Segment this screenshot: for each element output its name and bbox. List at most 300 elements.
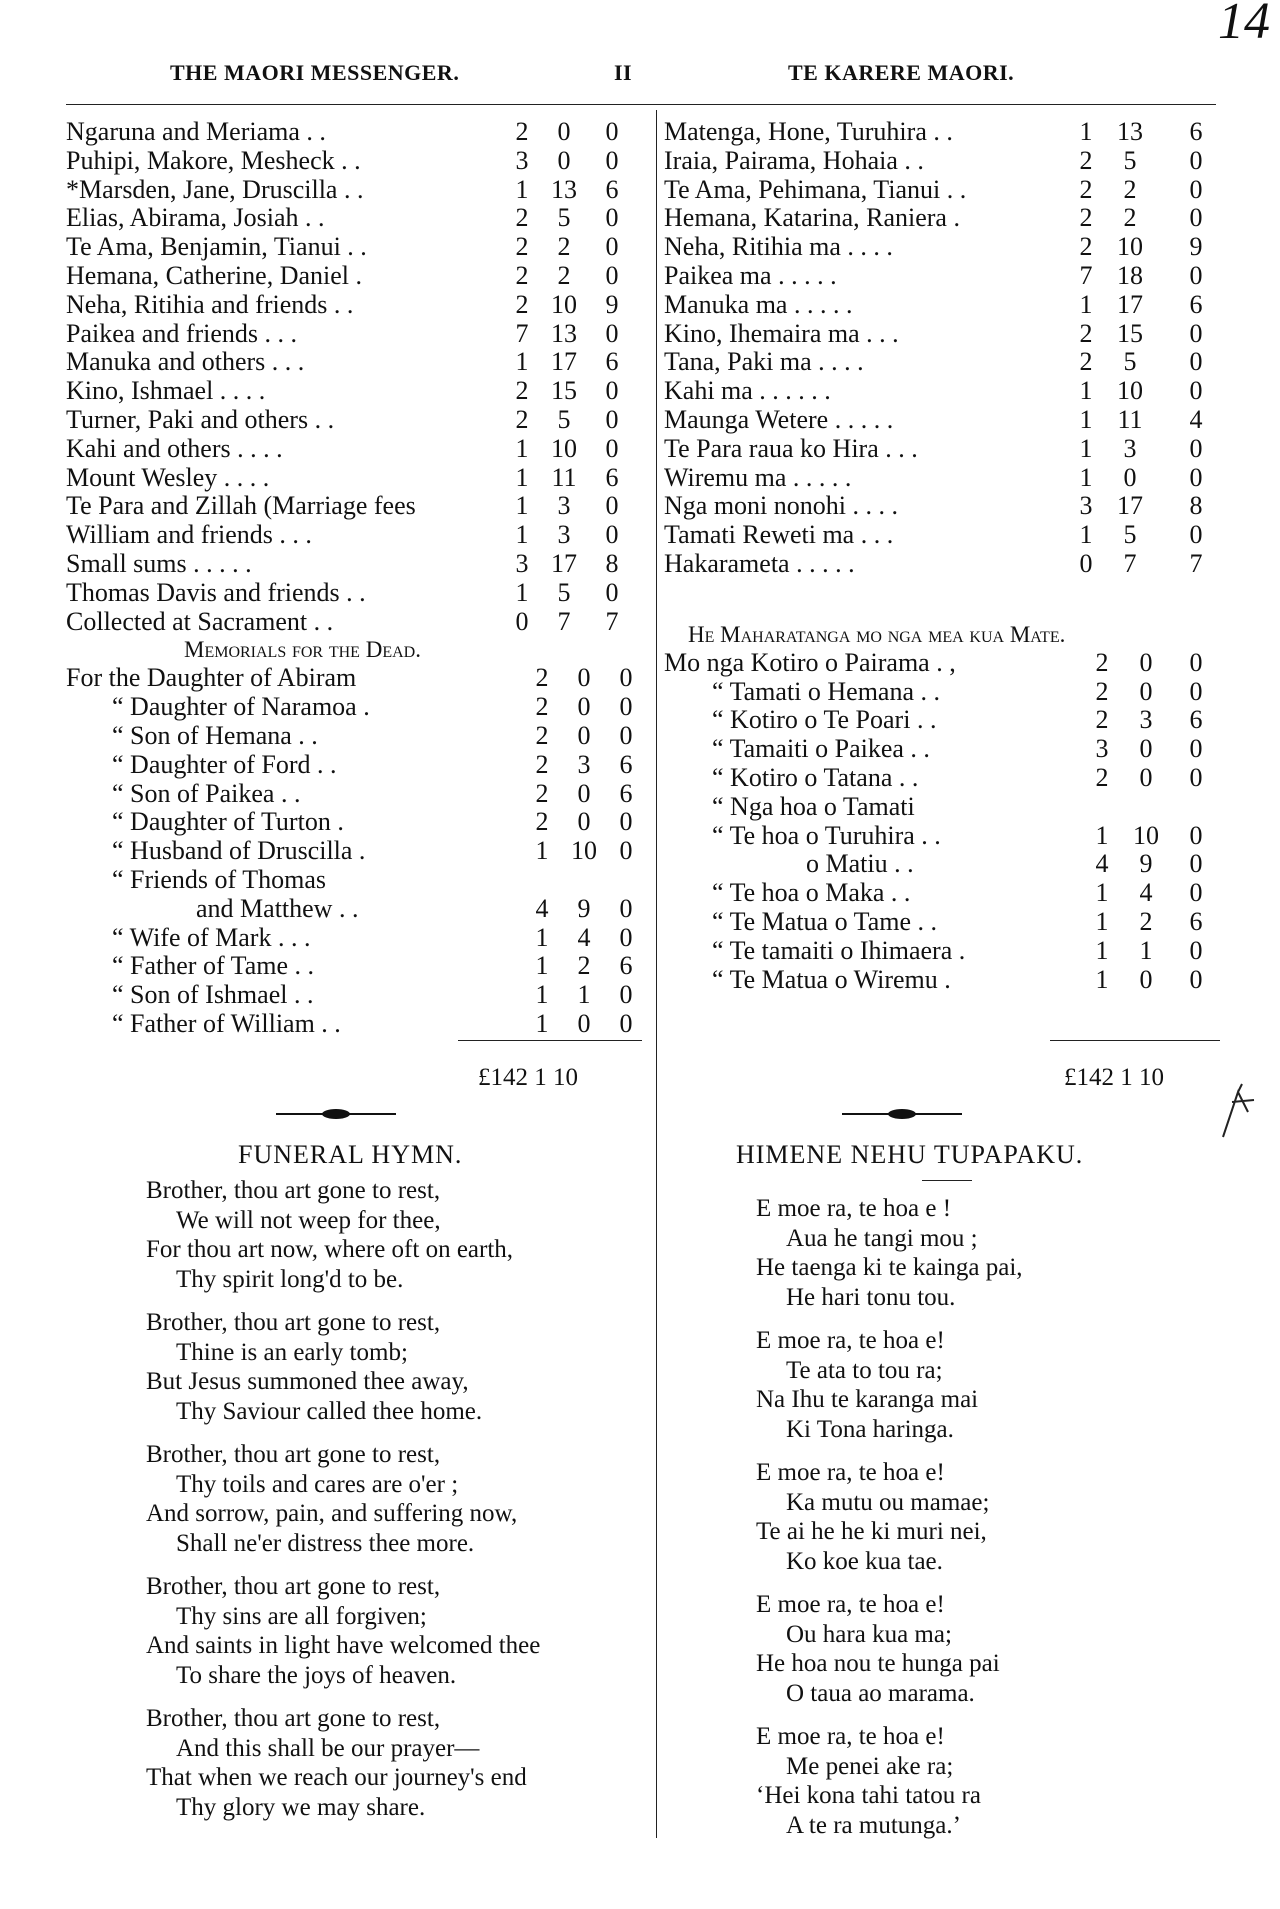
amount-pounds: 1 <box>1079 462 1093 492</box>
hymn-line: Ka mutu ou mamae; <box>786 1488 990 1516</box>
amount-pence: 6 <box>1189 117 1203 146</box>
amount-shillings: 15 <box>1117 318 1143 348</box>
entry-name: Paikea and friends . . . <box>66 318 298 348</box>
amount-pounds: 2 <box>535 663 549 693</box>
amount-pounds: 2 <box>515 260 529 290</box>
hymn-stanza <box>146 1572 646 1690</box>
subscription-row <box>66 147 652 176</box>
amount-shillings: 2 <box>1123 174 1137 204</box>
amount-shillings: 10 <box>1117 376 1143 406</box>
hymn-stanza <box>146 1176 646 1294</box>
subscription-row <box>664 204 1224 233</box>
subscription-row <box>66 348 652 377</box>
entry-name: Mo nga Kotiro o Pairama . , <box>664 647 956 677</box>
hymn-line: Brother, thou art gone to rest, <box>146 1573 441 1600</box>
subscription-row <box>66 406 652 435</box>
hymn-line: Thy sins are all forgiven; <box>176 1602 427 1630</box>
hymn-line: Thy Saviour called thee home. <box>176 1397 483 1425</box>
amount-pence: 0 <box>1189 174 1203 204</box>
amount-shillings: 5 <box>1123 145 1137 175</box>
memorial-row <box>664 937 1224 966</box>
amount-shillings: 3 <box>1123 433 1137 463</box>
subscription-row <box>664 147 1224 176</box>
amount-pence: 6 <box>605 174 619 204</box>
hymn-title-maori: HIMENE NEHU TUPAPAKU. <box>736 1140 1084 1169</box>
subscription-row <box>664 262 1224 291</box>
amount-shillings: 0 <box>577 807 591 837</box>
amount-shillings: 0 <box>577 778 591 808</box>
memorial-row <box>66 981 652 1010</box>
memorial-row <box>664 764 1224 793</box>
hymn-line: E moe ra, te hoa e ! <box>756 1195 952 1222</box>
amount-pounds: 2 <box>1095 676 1109 706</box>
entry-name: Thomas Davis and friends . . <box>66 577 366 607</box>
amount-pence: 6 <box>619 951 633 981</box>
memorial-row <box>664 735 1224 764</box>
subscription-row <box>664 435 1224 464</box>
amount-pounds: 1 <box>1095 906 1109 936</box>
amount-shillings: 9 <box>1139 849 1153 879</box>
hymn-line: Thy toils and cares are o'er ; <box>176 1470 459 1498</box>
amount-pence: 6 <box>1189 289 1203 319</box>
entry-name: Hakarameta . . . . . <box>664 548 855 578</box>
amount-pence: 0 <box>1189 964 1203 994</box>
entry-name: “ Son of Ishmael . . <box>112 980 314 1010</box>
entry-name: “ Daughter of Ford . . <box>112 749 337 779</box>
hymn-line: E moe ra, te hoa e! <box>756 1591 945 1618</box>
amount-pounds: 2 <box>1079 203 1093 233</box>
memorial-row <box>66 780 652 809</box>
hymn-line: Te ai he he ki muri nei, <box>756 1518 987 1545</box>
hymn-stanza <box>756 1722 1196 1840</box>
amount-shillings: 10 <box>571 836 597 866</box>
hymn-stanza <box>146 1308 646 1426</box>
entry-name: Tana, Paki ma . . . . <box>664 347 864 377</box>
amount-pounds: 3 <box>515 548 529 578</box>
hymn-line: Brother, thou art gone to rest, <box>146 1309 441 1336</box>
amount-pounds: 2 <box>515 404 529 434</box>
entry-name: Kahi and others . . . . <box>66 433 283 463</box>
entry-name: Te Para and Zillah (Marriage fees <box>66 491 416 521</box>
memorial-row <box>66 751 652 780</box>
amount-pounds: 3 <box>1095 734 1109 764</box>
amount-pounds: 1 <box>535 922 549 952</box>
amount-shillings: 13 <box>551 174 577 204</box>
amount-shillings: 17 <box>551 347 577 377</box>
hymn-line: For thou art now, where oft on earth, <box>146 1236 514 1263</box>
amount-pence: 0 <box>1189 433 1203 463</box>
subscription-row <box>664 320 1224 349</box>
subscription-row <box>66 320 652 349</box>
amount-pounds: 2 <box>1079 318 1093 348</box>
hymn-line: Me penei ake ra; <box>786 1752 954 1780</box>
amount-shillings: 5 <box>557 404 571 434</box>
entry-name: “ Kotiro o Te Poari . . <box>712 705 937 735</box>
hymn-line: He hari tonu tou. <box>786 1283 956 1311</box>
amount-shillings: 0 <box>1139 762 1153 792</box>
hymn-line: Ko koe kua tae. <box>786 1547 943 1575</box>
memorial-row <box>664 822 1224 851</box>
amount-pounds: 2 <box>1079 174 1093 204</box>
amount-pounds: 1 <box>1095 964 1109 994</box>
amount-pounds: 0 <box>1079 548 1093 578</box>
total-rule-english <box>458 1040 642 1041</box>
entry-name: “ Friends of Thomas <box>112 864 326 894</box>
entry-name: “ Son of Paikea . . <box>112 778 301 808</box>
entry-name: “ Daughter of Naramoa . <box>112 692 370 722</box>
amount-shillings: 1 <box>1139 935 1153 965</box>
amount-pence: 0 <box>605 433 619 463</box>
amount-pence: 4 <box>1189 404 1203 434</box>
entry-name: Small sums . . . . . <box>66 548 252 578</box>
entry-name: Puhipi, Makore, Mesheck . . <box>66 145 361 175</box>
amount-pounds: 1 <box>535 951 549 981</box>
memorial-row <box>66 1010 652 1039</box>
amount-pounds: 4 <box>1095 849 1109 879</box>
amount-pounds: 2 <box>535 692 549 722</box>
amount-shillings: 5 <box>1123 347 1137 377</box>
subscription-row <box>664 521 1224 550</box>
header-rule <box>66 104 1216 105</box>
subscription-row <box>66 118 652 147</box>
amount-shillings: 1 <box>577 980 591 1010</box>
amount-shillings: 5 <box>557 203 571 233</box>
amount-pounds: 1 <box>515 433 529 463</box>
subscription-row <box>664 464 1224 493</box>
amount-pounds: 3 <box>515 145 529 175</box>
amount-pence: 0 <box>619 663 633 693</box>
entry-name: Collected at Sacrament . . <box>66 606 334 636</box>
amount-pence: 0 <box>1189 676 1203 706</box>
amount-pence: 0 <box>619 720 633 750</box>
amount-pounds: 2 <box>535 720 549 750</box>
amount-pence: 7 <box>605 606 619 636</box>
hymn-line: He taenga ki te kainga pai, <box>756 1254 1023 1281</box>
entry-name: Manuka ma . . . . . <box>664 289 853 319</box>
amount-shillings: 7 <box>557 606 571 636</box>
total-maori: £142 1 10 <box>1064 1064 1164 1091</box>
amount-pence: 7 <box>1189 548 1203 578</box>
entry-name: Te Para raua ko Hira . . . <box>664 433 918 463</box>
amount-shillings: 0 <box>577 1008 591 1038</box>
amount-shillings: 10 <box>551 433 577 463</box>
entry-name: “ Te Matua o Tame . . <box>712 906 937 936</box>
amount-shillings: 2 <box>577 951 591 981</box>
hymn-line: E moe ra, te hoa e! <box>756 1327 945 1354</box>
right-column <box>664 118 1224 994</box>
amount-pence: 8 <box>605 548 619 578</box>
amount-pence: 0 <box>619 922 633 952</box>
amount-shillings: 10 <box>551 289 577 319</box>
amount-pence: 0 <box>605 376 619 406</box>
amount-pence: 0 <box>1189 647 1203 677</box>
amount-shillings: 7 <box>1123 548 1137 578</box>
amount-shillings: 9 <box>577 893 591 923</box>
hymn-line: ‘Hei kona tahi tatou ra <box>756 1782 981 1809</box>
hymn-stanza <box>756 1326 1196 1444</box>
subscription-row <box>664 348 1224 377</box>
entry-name: “ Te Matua o Wiremu . <box>712 964 951 994</box>
amount-pence: 0 <box>605 117 619 146</box>
hymn-line: A te ra mutunga.’ <box>786 1811 961 1839</box>
memorial-row <box>664 879 1224 908</box>
header-title-maori: TE KARERE MAORI. <box>788 60 1015 85</box>
entry-name: Mount Wesley . . . . <box>66 462 270 492</box>
ink-mark-icon <box>1218 1082 1258 1147</box>
amount-pounds: 2 <box>1079 145 1093 175</box>
hymn-english <box>146 1176 646 1836</box>
entry-name: Kino, Ishmael . . . . <box>66 376 266 406</box>
amount-pence: 0 <box>605 520 619 550</box>
ornament-divider-icon <box>276 1108 396 1120</box>
hymn-line: And saints in light have welcomed thee <box>146 1632 541 1659</box>
amount-pounds: 2 <box>1095 762 1109 792</box>
hymn-stanza <box>756 1590 1196 1708</box>
amount-pence: 0 <box>1189 734 1203 764</box>
subscription-row <box>664 406 1224 435</box>
memorial-row <box>66 808 652 837</box>
amount-pounds: 2 <box>1079 347 1093 377</box>
amount-pounds: 1 <box>1079 117 1093 146</box>
entry-name: Hemana, Katarina, Raniera . <box>664 203 960 233</box>
entry-name: Ngaruna and Meriama . . <box>66 117 326 146</box>
hymn-maori <box>756 1194 1196 1854</box>
subscription-row <box>66 521 652 550</box>
amount-pounds: 2 <box>1079 232 1093 262</box>
amount-pence: 6 <box>1189 705 1203 735</box>
hymn-stanza <box>756 1194 1196 1312</box>
amount-pence: 0 <box>1189 462 1203 492</box>
amount-shillings: 5 <box>1123 520 1137 550</box>
amount-pounds: 7 <box>515 318 529 348</box>
entry-name: Neha, Ritihia ma . . . . <box>664 232 893 262</box>
amount-pounds: 2 <box>535 807 549 837</box>
hymn-line: And this shall be our prayer— <box>176 1734 480 1762</box>
amount-pounds: 1 <box>515 174 529 204</box>
entry-name: “ Tamati o Hemana . . <box>712 676 941 706</box>
hymn-line: We will not weep for thee, <box>176 1206 441 1234</box>
amount-shillings: 0 <box>1139 676 1153 706</box>
entry-name: “ Kotiro o Tatana . . <box>712 762 919 792</box>
entry-name: Paikea ma . . . . . <box>664 260 837 290</box>
entry-name: William and friends . . . <box>66 520 312 550</box>
entry-name: “ Wife of Mark . . . <box>112 922 311 952</box>
amount-shillings: 0 <box>1139 647 1153 677</box>
amount-shillings: 3 <box>557 491 571 521</box>
entry-name: Wiremu ma . . . . . <box>664 462 852 492</box>
amount-pence: 0 <box>1189 520 1203 550</box>
subscription-row <box>664 492 1224 521</box>
amount-pence: 0 <box>1189 347 1203 377</box>
memorials-list-english <box>66 664 652 1038</box>
amount-pounds: 2 <box>535 778 549 808</box>
amount-pence: 0 <box>1189 203 1203 233</box>
entry-name: “ Nga hoa o Tamati <box>712 791 915 821</box>
entry-name: Maunga Wetere . . . . . <box>664 404 894 434</box>
amount-pounds: 1 <box>515 462 529 492</box>
amount-pounds: 1 <box>1095 878 1109 908</box>
entry-name: Hemana, Catherine, Daniel . <box>66 260 362 290</box>
amount-pence: 0 <box>1189 762 1203 792</box>
entry-name: Kino, Ihemaira ma . . . <box>664 318 899 348</box>
amount-pence: 0 <box>605 203 619 233</box>
hymn-line: Aua he tangi mou ; <box>786 1224 978 1252</box>
hymn-line: But Jesus summoned thee away, <box>146 1368 469 1395</box>
amount-pounds: 1 <box>535 836 549 866</box>
entry-name: and Matthew . . <box>196 893 359 923</box>
amount-pounds: 1 <box>515 347 529 377</box>
memorial-row <box>66 664 652 693</box>
amount-pence: 9 <box>1189 232 1203 262</box>
subscription-list-maori <box>664 118 1224 579</box>
entry-name: “ Te hoa o Maka . . <box>712 878 911 908</box>
entry-name: “ Father of Tame . . <box>112 951 315 981</box>
hymn-stanza <box>146 1440 646 1558</box>
entry-name: *Marsden, Jane, Druscilla . . <box>66 174 364 204</box>
subscription-list-english <box>66 118 652 636</box>
memorial-row <box>66 924 652 953</box>
amount-pence: 0 <box>605 232 619 262</box>
amount-shillings: 13 <box>551 318 577 348</box>
amount-shillings: 4 <box>1139 878 1153 908</box>
amount-pence: 6 <box>605 462 619 492</box>
hymn-line: Shall ne'er distress thee more. <box>176 1529 475 1557</box>
amount-shillings: 13 <box>1117 117 1143 146</box>
amount-pounds: 2 <box>515 289 529 319</box>
amount-pence: 0 <box>619 692 633 722</box>
subscription-row <box>66 204 652 233</box>
amount-pounds: 1 <box>1079 520 1093 550</box>
hymn-title-english: FUNERAL HYMN. <box>238 1140 463 1169</box>
hymn-title-rule <box>922 1180 972 1181</box>
amount-pounds: 2 <box>535 749 549 779</box>
subscription-row <box>66 291 652 320</box>
hymn-stanza <box>756 1458 1196 1576</box>
subscription-row <box>66 550 652 579</box>
amount-shillings: 17 <box>551 548 577 578</box>
hymn-line: E moe ra, te hoa e! <box>756 1459 945 1486</box>
amount-shillings: 0 <box>1139 734 1153 764</box>
left-column <box>66 118 652 1039</box>
amount-pounds: 2 <box>1095 705 1109 735</box>
amount-shillings: 2 <box>557 232 571 262</box>
subscription-row <box>66 233 652 262</box>
amount-shillings: 0 <box>577 663 591 693</box>
hymn-line: Brother, thou art gone to rest, <box>146 1441 441 1468</box>
amount-pounds: 1 <box>1079 289 1093 319</box>
amount-pence: 6 <box>605 347 619 377</box>
entry-name: Tamati Reweti ma . . . <box>664 520 894 550</box>
amount-pounds: 2 <box>1095 647 1109 677</box>
amount-shillings: 18 <box>1117 260 1143 290</box>
entry-name: Te Ama, Benjamin, Tianui . . <box>66 232 367 262</box>
page-header <box>0 60 1280 92</box>
amount-pence: 0 <box>619 1008 633 1038</box>
amount-pence: 0 <box>1189 820 1203 850</box>
amount-shillings: 0 <box>557 145 571 175</box>
amount-shillings: 2 <box>557 260 571 290</box>
amount-pounds: 4 <box>535 893 549 923</box>
amount-pence: 0 <box>1189 318 1203 348</box>
memorial-row <box>66 693 652 722</box>
amount-shillings: 0 <box>577 692 591 722</box>
entry-name: o Matiu . . <box>806 849 914 879</box>
amount-pence: 0 <box>619 893 633 923</box>
subscription-row <box>66 435 652 464</box>
amount-pence: 0 <box>605 145 619 175</box>
hymn-line: Ki Tona haringa. <box>786 1415 954 1443</box>
amount-pence: 6 <box>1189 906 1203 936</box>
amount-pence: 6 <box>619 749 633 779</box>
amount-shillings: 3 <box>1139 705 1153 735</box>
amount-pounds: 7 <box>1079 260 1093 290</box>
entry-name: Matenga, Hone, Turuhira . . <box>664 117 953 146</box>
amount-pounds: 1 <box>515 577 529 607</box>
subscription-row <box>664 233 1224 262</box>
memorial-row <box>664 678 1224 707</box>
memorial-row <box>664 966 1224 995</box>
amount-pounds: 1 <box>1079 404 1093 434</box>
memorial-row <box>664 793 1224 822</box>
amount-pence: 0 <box>605 404 619 434</box>
amount-shillings: 10 <box>1133 820 1159 850</box>
amount-pence: 0 <box>1189 878 1203 908</box>
hymn-line: Thy glory we may share. <box>176 1793 426 1821</box>
subscription-row <box>664 118 1224 147</box>
amount-pounds: 0 <box>515 606 529 636</box>
subscription-row <box>664 377 1224 406</box>
memorial-row <box>66 895 652 924</box>
hymn-line: Na Ihu te karanga mai <box>756 1386 979 1413</box>
entry-name: “ Daughter of Turton . <box>112 807 344 837</box>
amount-shillings: 0 <box>1123 462 1137 492</box>
hymn-line: Ou hara kua ma; <box>786 1620 952 1648</box>
entry-name: “ Te hoa o Turuhira . . <box>712 820 941 850</box>
hymn-line: Brother, thou art gone to rest, <box>146 1705 441 1732</box>
entry-name: “ Father of William . . <box>112 1008 341 1038</box>
hymn-line: Te ata to tou ra; <box>786 1356 943 1384</box>
entry-name: “ Te tamaiti o Ihimaera . <box>712 935 966 965</box>
hymn-line: Thy spirit long'd to be. <box>176 1265 404 1293</box>
memorials-list-maori <box>664 649 1224 995</box>
amount-pounds: 2 <box>515 376 529 406</box>
total-english: £142 1 10 <box>478 1064 578 1091</box>
amount-pounds: 1 <box>1079 376 1093 406</box>
subscription-row <box>664 550 1224 579</box>
amount-pounds: 1 <box>535 1008 549 1038</box>
amount-pence: 0 <box>1189 935 1203 965</box>
entry-name: Te Ama, Pehimana, Tianui . . <box>664 174 967 204</box>
subscription-row <box>66 176 652 205</box>
amount-pence: 8 <box>1189 491 1203 521</box>
entry-name: Turner, Paki and others . . <box>66 404 335 434</box>
entry-name: Kahi ma . . . . . . <box>664 376 831 406</box>
memorial-row <box>66 952 652 981</box>
amount-pence: 0 <box>605 318 619 348</box>
header-issue-number: II <box>614 60 633 85</box>
amount-pence: 0 <box>619 980 633 1010</box>
subscription-row <box>66 579 652 608</box>
amount-pounds: 1 <box>1095 820 1109 850</box>
memorial-row <box>66 837 652 866</box>
amount-shillings: 0 <box>557 117 571 146</box>
hymn-line: Thine is an early tomb; <box>176 1338 408 1366</box>
amount-pence: 0 <box>1189 260 1203 290</box>
entry-name: “ Husband of Druscilla . <box>112 836 366 866</box>
subscription-row <box>66 464 652 493</box>
entry-name: Nga moni nonohi . . . . <box>664 491 898 521</box>
amount-pounds: 1 <box>535 980 549 1010</box>
